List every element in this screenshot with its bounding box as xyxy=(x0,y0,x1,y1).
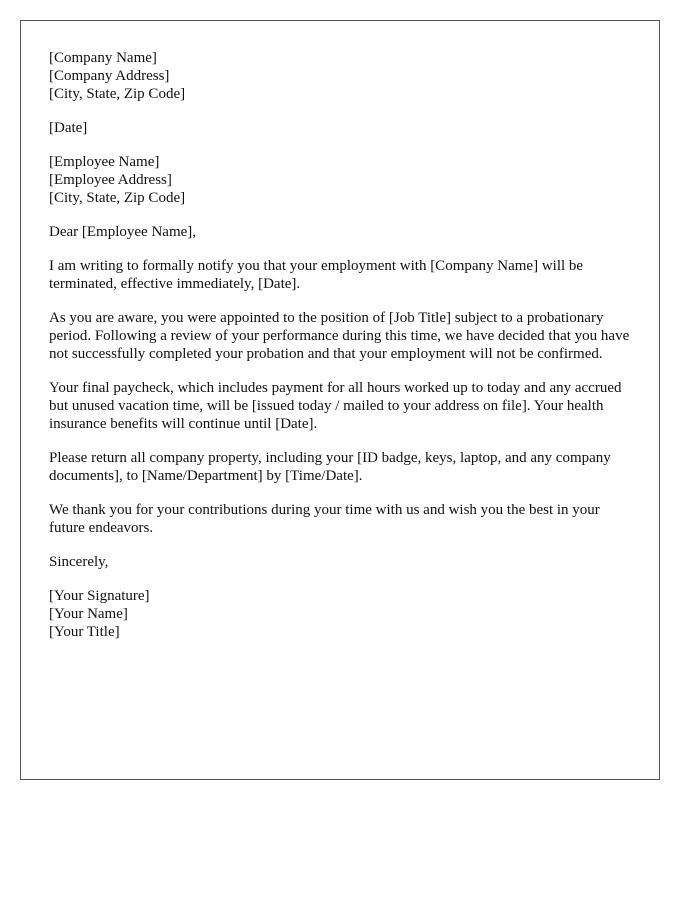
signer-title: [Your Title] xyxy=(49,624,120,640)
letter-page xyxy=(20,20,660,780)
paragraph-probation: As you are aware, you were appointed to the position of [Job Title] subject to a probationary period. Following a review of your performance during this time, we have decided that you have not successfully completed your probation and that your employment will not be confirmed. xyxy=(49,310,630,362)
signer-name: [Your Name] xyxy=(49,606,128,622)
paragraph-thanks: We thank you for your contributions during your time with us and wish you the best in your future endeavors. xyxy=(49,502,600,536)
date-text: [Date] xyxy=(49,120,88,136)
employee-address-block xyxy=(49,153,633,207)
letter-date xyxy=(49,119,633,137)
paragraph-final-paycheck: Your final paycheck, which includes payment for all hours worked up to today and any accrued but unused vacation time, will be [issued today / mailed to your address on file]. Your health insurance benefits will continue until [Date]. xyxy=(49,380,622,432)
employee-address: [Employee Address] xyxy=(49,172,172,188)
closing: Sincerely, xyxy=(49,554,109,570)
company-city-state-zip: [City, State, Zip Code] xyxy=(49,86,186,102)
paragraph-company-property: Please return all company property, including your [ID badge, keys, laptop, and any company documents], to [Name/Department] by [Time/Date]. xyxy=(49,450,611,484)
company-address-block xyxy=(49,49,633,103)
paragraph-termination-notice: I am writing to formally notify you that your employment with [Company Name] will be terminated, effective immediately, [Date]. xyxy=(49,258,584,292)
salutation: Dear [Employee Name], xyxy=(49,224,197,240)
company-address: [Company Address] xyxy=(49,68,170,84)
signature-block xyxy=(49,587,633,641)
employee-name: [Employee Name] xyxy=(49,154,160,170)
letter-body xyxy=(49,49,633,657)
signature-placeholder: [Your Signature] xyxy=(49,588,150,604)
employee-city-state-zip: [City, State, Zip Code] xyxy=(49,190,186,206)
company-name: [Company Name] xyxy=(49,50,157,66)
